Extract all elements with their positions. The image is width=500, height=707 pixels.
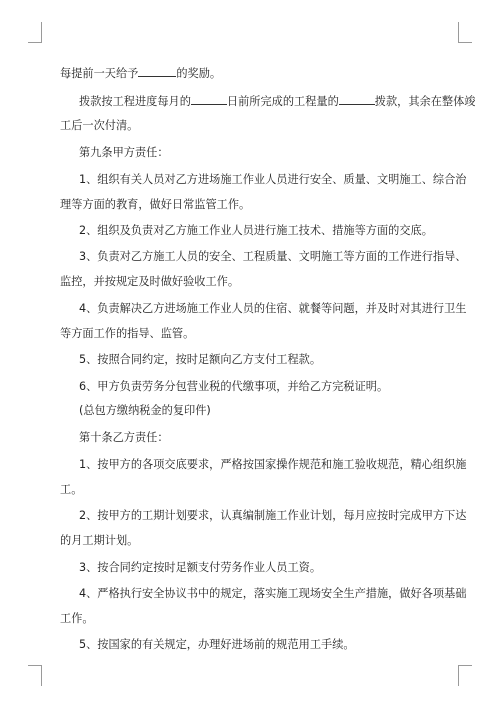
text-segment: 工。 [60,483,83,496]
text-segment: 2、组织及负责对乙方施工作业人员进行施工技术、措施等方面的交底。 [79,224,433,237]
text-line [60,66,221,80]
text-line [79,353,321,366]
text-segment: 拨款按工程进度每月的 [79,95,191,108]
text-line [79,302,467,315]
text-segment: 3、负责对乙方施工人员的安全、工程质量、文明施工等方面的工作进行指导、 [79,250,467,263]
text-segment: 等方面工作的指导、监管。 [60,327,195,340]
text-line [60,198,250,211]
text-line [60,275,239,288]
text-segment: 6、甲方负责劳务分包营业税的代缴事项，并给乙方完税证明。 [79,380,389,393]
text-line [79,173,467,186]
crop-mark-top-left [28,22,42,43]
text-line [79,458,467,471]
text-segment: 第十条乙方责任： [79,431,169,444]
text-segment: 工后一次付清。 [60,119,139,132]
text-segment: 3、按合同约定按时足额支付劳务作业人员工资。 [79,561,322,574]
text-line [60,119,138,132]
text-line [79,587,467,600]
text-segment: 的奖励。 [176,67,222,80]
text-segment: 1、按甲方的各项交底要求，严格按国家操作规范和施工验收规范，精心组织施 [79,458,467,471]
text-line [79,561,321,574]
text-segment: 监控，并按规定及时做好验收工作。 [60,275,240,288]
fill-in-blank [138,66,176,77]
crop-mark-top-right [458,22,472,43]
text-segment: 每提前一天给予 [60,67,139,80]
crop-mark-bottom-right [458,665,472,686]
text-segment: (总包方缴纳税金的复印件) [79,404,211,417]
text-line [60,612,94,625]
text-segment: 2、按甲方的工期计划要求，认真编制施工作业计划，每月应按时完成甲方下达 [79,509,467,522]
text-line [79,404,211,417]
fill-in-blank [191,94,227,105]
text-line [79,509,467,522]
text-segment: 4、严格执行安全协议书中的规定，落实施工现场安全生产措施，做好各项基础 [79,587,467,600]
text-segment: 4、负责解决乙方进场施工作业人员的住宿、就餐等问题，并及时对其进行卫生 [79,302,467,315]
text-line [79,380,388,393]
text-segment: 工作。 [60,612,94,625]
text-line [60,327,194,340]
text-line [60,483,82,496]
text-segment: 拨款，其余在整体竣 [374,95,476,108]
text-line [79,146,169,159]
text-line [79,250,467,263]
text-segment: 第九条甲方责任： [79,146,169,159]
text-line [79,431,169,444]
text-segment: 的月工期计划。 [60,534,139,547]
text-segment: 5、按照合同约定，按时足额向乙方支付工程款。 [79,353,322,366]
fill-in-blank [339,94,375,105]
text-line [79,224,433,237]
crop-mark-bottom-left [28,665,42,686]
text-line [60,534,138,547]
text-segment: 理等方面的教育，做好日常监管工作。 [60,198,251,211]
text-line [79,94,475,108]
text-segment: 1、组织有关人员对乙方进场施工作业人员进行安全、质量、文明施工、综合治 [79,173,467,186]
text-segment: 5、按国家的有关规定，办理好进场前的规范用工手续。 [79,638,355,651]
text-line [79,638,355,651]
text-segment: 日前所完成的工程量的 [226,95,339,108]
